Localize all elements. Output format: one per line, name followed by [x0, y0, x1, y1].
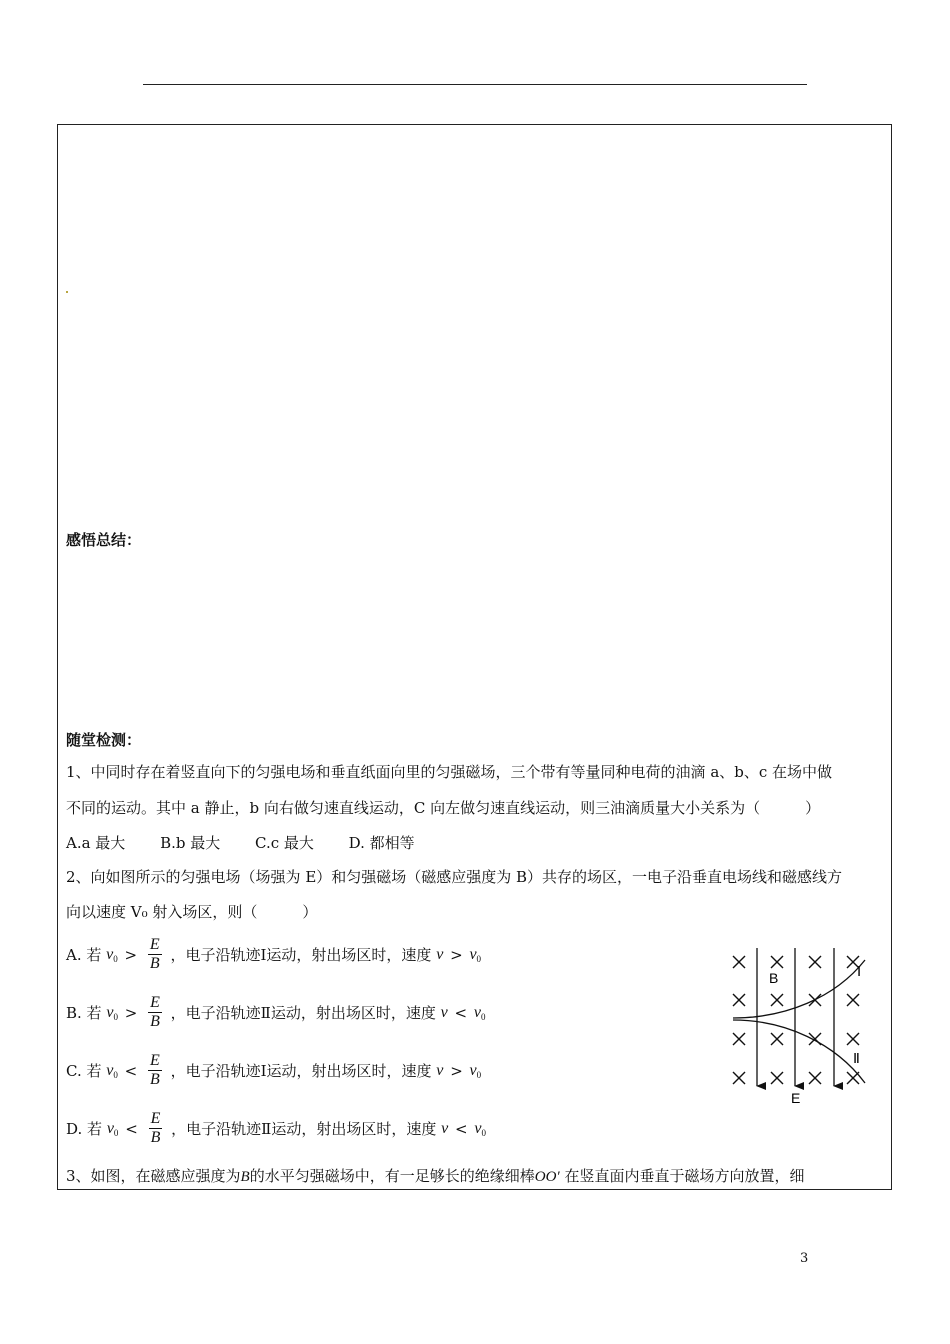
page-number: 3 — [800, 1251, 809, 1266]
cross-mark — [771, 1033, 783, 1045]
q1-line1: 1、中同时存在着竖直向下的匀强电场和垂直纸面向里的匀强磁场，三个带有等量同种电荷的油滴 a、b、c 在场中做 — [66, 763, 833, 781]
fraction-e-over-b: $\frac{E}{B}$ — [150, 1110, 161, 1146]
track-one-label: Ⅰ — [857, 965, 862, 980]
stray-dot — [66, 291, 68, 293]
fraction-e-over-b: $\frac{E}{B}$ — [149, 936, 160, 972]
q2-option-b[interactable]: B. 若 $v_0$ > $\frac{E}{B}$ ，电子沿轨迹Ⅱ运动，射出场区时，速度 $v < v_0$ — [66, 994, 486, 1030]
cross-mark — [733, 1033, 745, 1045]
magnetic-field-crosses — [733, 956, 862, 1084]
electric-field-lines — [757, 948, 834, 1086]
field-diagram-svg — [725, 948, 875, 1108]
check-heading: 随堂检测： — [66, 731, 142, 749]
fraction-e-over-b: $\frac{E}{B}$ — [150, 994, 160, 1030]
b-label: B — [769, 970, 779, 986]
cross-mark — [733, 1072, 745, 1084]
summary-heading: 感悟总结： — [66, 531, 142, 549]
q2-line1: 2、向如图所示的匀强电场（场强为 E）和匀强磁场（磁感应强度为 B）共存的场区，一电子沿垂直电场线和磁感线方 — [66, 868, 843, 886]
cross-mark — [847, 1033, 859, 1045]
q2-line2: 向以速度 V₀ 射入场区，则（ ） — [66, 903, 318, 921]
cross-mark — [809, 956, 821, 968]
fraction-e-over-b: $\frac{E}{B}$ — [150, 1052, 160, 1088]
field-diagram — [725, 948, 875, 1112]
e-label: E — [791, 1090, 801, 1106]
electron-tracks — [733, 960, 865, 1083]
cross-mark — [771, 994, 783, 1006]
cross-mark — [847, 994, 859, 1006]
q1-line2: 不同的运动。其中 a 静止，b 向右做匀速直线运动，C 向左做匀速直线运动，则三油滴质量大小关系为（ ） — [66, 799, 821, 817]
cross-mark — [771, 1072, 783, 1084]
cross-mark — [809, 1072, 821, 1084]
track-one-curve — [733, 960, 865, 1018]
q3-line1: 3、如图，在磁感应强度为B的水平匀强磁场中，有一足够长的绝缘细棒OO′ 在竖直面内垂直于磁场方向放置，细 — [66, 1167, 805, 1185]
header-rule — [143, 84, 807, 85]
cross-mark — [733, 956, 745, 968]
track-two-curve — [733, 1020, 865, 1083]
cross-mark — [771, 956, 783, 968]
q1-choices: A.a 最大 B.b 最大 C.c 最大 D. 都相等 — [66, 834, 415, 852]
track-two-label: Ⅱ — [853, 1052, 860, 1067]
q2-option-c[interactable]: C. 若 $v_0$ < $\frac{E}{B}$ ，电子沿轨迹Ⅰ运动，射出场区时，速度 $v > v_0$ — [66, 1052, 482, 1088]
q2-option-a[interactable]: A. 若 $v_0$ > $\frac{E}{B}$ ，电子沿轨迹Ⅰ运动，射出场区时，速度 $v > v_0$ — [66, 936, 482, 972]
cross-mark — [733, 994, 745, 1006]
q2-option-d[interactable]: D. 若 $v_0$ < $\frac{E}{B}$ ，电子沿轨迹Ⅱ运动，射出场区时，速度 $v < v_0$ — [66, 1110, 486, 1146]
